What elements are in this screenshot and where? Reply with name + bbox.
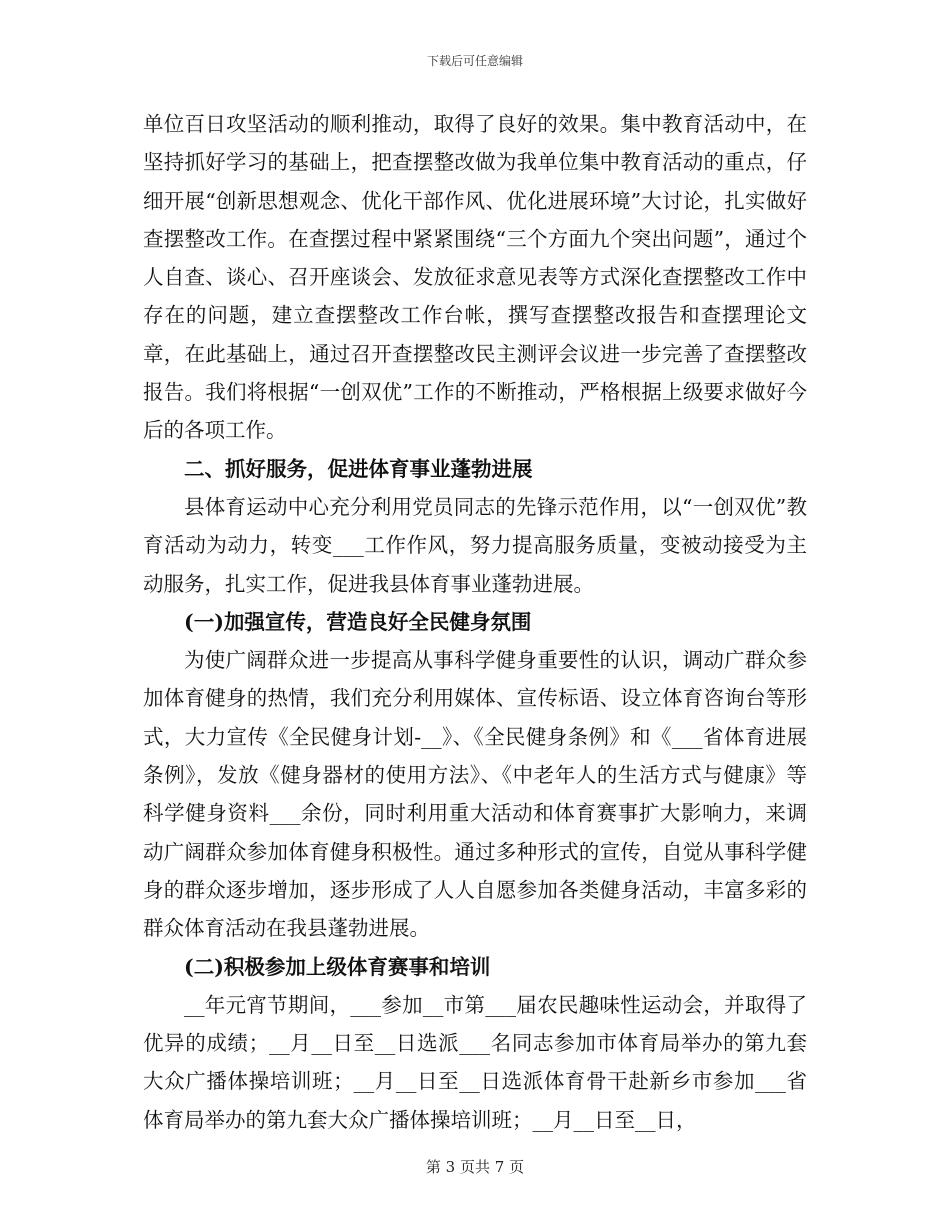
subsection-heading-1: (一)加强宣传，营造良好全民健身氛围 xyxy=(184,609,532,634)
paragraph-4: __年元宵节期间，___参加__市第___届农民趣味性运动会，并取得了优异的成绩；__月__日至__日选派___名同志参加市体育局举办的第九套大众广播体操培训班；__月__日至__日选派体育骨干赴新乡市参加___省体育局举办的第九套大众广播体操培训班；__月__日至__日， xyxy=(143,992,807,1132)
document-body xyxy=(143,105,807,1139)
paragraph-1: 单位百日攻坚活动的顺利推动，取得了良好的效果。集中教育活动中，在坚持抓好学习的基础上，把查摆整改做为我单位集中教育活动的重点，仔细开展“创新思想观念、优化干部作风、优化进展环境”大讨论，扎实做好查摆整改工作。在查摆过程中紧紧围绕“三个方面九个突出问题”，通过个人自查、谈心、召开座谈会、发放征求意见表等方式深化查摆整改工作中存在的问题，建立查摆整改工作台帐，撰写查摆整改报告和查摆理论文章，在此基础上，通过召开查摆整改民主测评会议进一步完善了查摆整改报告。我们将根据“一创双优”工作的不断推动，严格根据上级要求做好今后的各项工作。 xyxy=(143,112,807,443)
paragraph-2: 县体育运动中心充分利用党员同志的先锋示范作用，以“一创双优”教育活动为动力，转变___工作作风，努力提高服务质量，变被动接受为主动服务，扎实工作，促进我县体育事业蓬勃进展。 xyxy=(143,494,807,596)
page-number: 第 3 页共 7 页 xyxy=(425,1158,525,1176)
paragraph-3: 为使广阔群众进一步提高从事科学健身重要性的认识，调动广群众参加体育健身的热情，我们充分利用媒体、宣传标语、设立体育咨询台等形式，大力宣传《全民健身计划-__》、《全民健身条例》和《___省体育进展条例》，发放《健身器材的使用方法》、《中老年人的生活方式与健康》等科学健身资料___余份，同时利用重大活动和体育赛事扩大影响力，来调动广阔群众参加体育健身积极性。通过多种形式的宣传，自觉从事科学健身的群众逐步增加，逐步形成了人人自愿参加各类健身活动，丰富多彩的群众体育活动在我县蓬勃进展。 xyxy=(143,648,807,941)
subsection-heading-2: (二)积极参加上级体育赛事和培训 xyxy=(184,954,491,979)
page-header-note: 下载后可任意编辑 xyxy=(426,54,523,68)
section-heading-2: 二、抓好服务，促进体育事业蓬勃进展 xyxy=(184,456,533,481)
